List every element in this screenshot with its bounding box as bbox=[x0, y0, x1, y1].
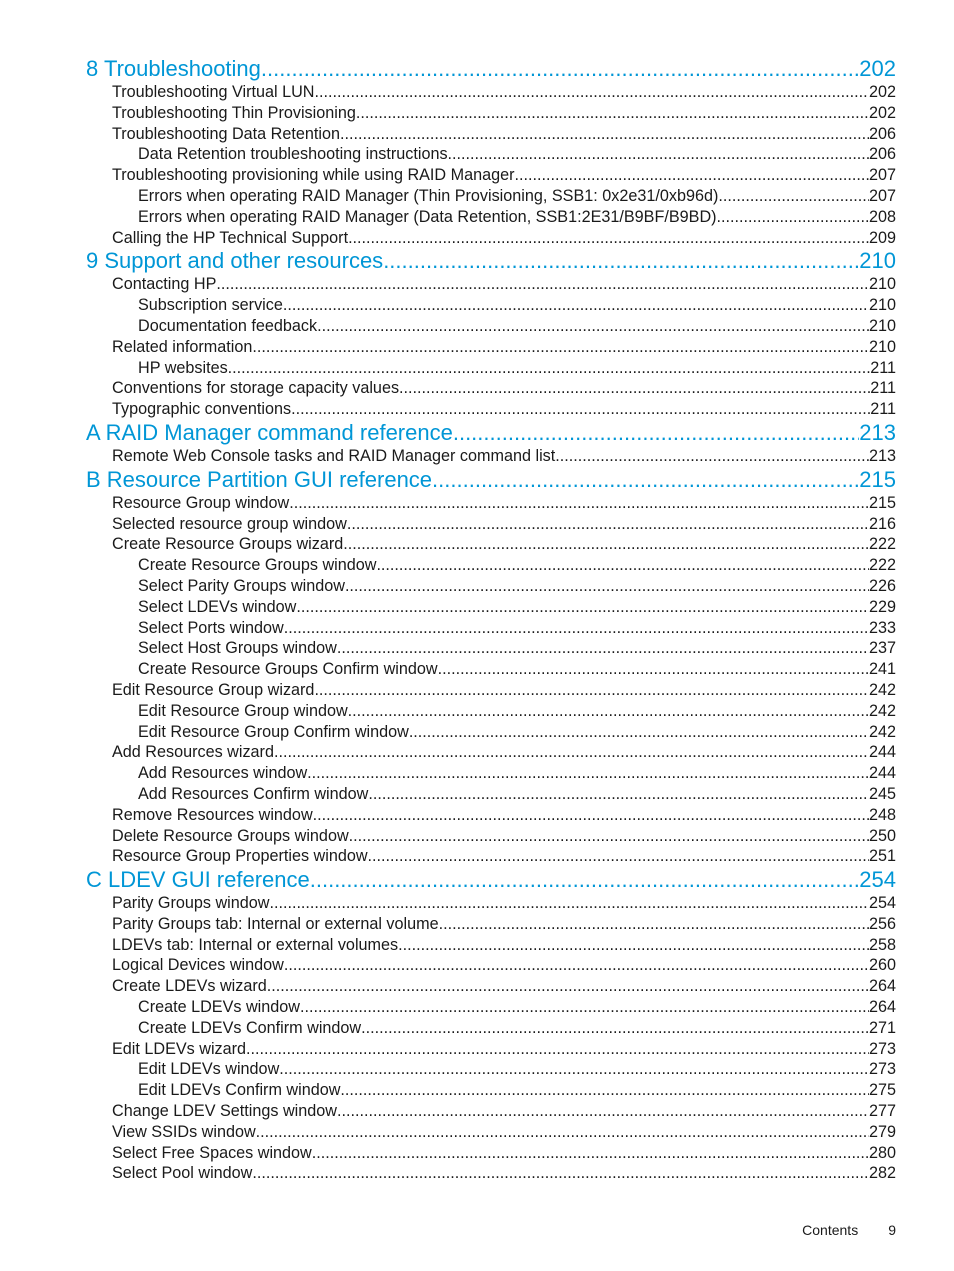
toc-entry-page: 251 bbox=[868, 847, 896, 866]
toc-subsection-entry[interactable] bbox=[86, 207, 896, 228]
toc-entry-title: C LDEV GUI reference bbox=[86, 867, 310, 893]
toc-entry-title: Contacting HP bbox=[112, 275, 217, 294]
dot-leader bbox=[409, 722, 869, 743]
toc-entry-page: 207 bbox=[868, 166, 896, 185]
toc-subsection-entry[interactable] bbox=[86, 722, 896, 743]
dot-leader bbox=[356, 103, 869, 124]
toc-subsection-entry[interactable] bbox=[86, 997, 896, 1018]
toc-chapter-entry[interactable] bbox=[86, 56, 896, 82]
toc-subsection-entry[interactable] bbox=[86, 358, 896, 379]
toc-entry-page: 242 bbox=[868, 680, 896, 699]
toc-entry-title: Edit LDEVs Confirm window bbox=[138, 1081, 341, 1100]
dot-leader bbox=[284, 618, 869, 639]
toc-entry-title: Resource Group Properties window bbox=[112, 847, 368, 866]
toc-entry-title: Troubleshooting Virtual LUN bbox=[112, 83, 315, 101]
toc-entry-title: Delete Resource Groups window bbox=[112, 826, 349, 845]
dot-leader bbox=[312, 1143, 869, 1164]
dot-leader bbox=[246, 1039, 869, 1060]
dot-leader bbox=[383, 248, 859, 274]
dot-leader bbox=[515, 165, 869, 186]
toc-entry-title: Add Resources wizard bbox=[112, 743, 274, 762]
toc-entry-title: Edit LDEVs wizard bbox=[112, 1039, 247, 1058]
toc-entry-page: 242 bbox=[868, 722, 896, 741]
dot-leader bbox=[291, 399, 870, 420]
toc-subsection-entry[interactable] bbox=[86, 144, 896, 165]
toc-entry-page: 282 bbox=[868, 1164, 896, 1183]
dot-leader bbox=[317, 316, 869, 337]
toc-entry-title: Documentation feedback bbox=[138, 316, 318, 335]
toc-entry-title: Edit Resource Group wizard bbox=[112, 680, 315, 699]
toc-chapter-entry[interactable] bbox=[86, 420, 896, 446]
dot-leader bbox=[432, 467, 859, 493]
toc-entry-page: 202 bbox=[868, 103, 896, 122]
toc-subsection-entry[interactable] bbox=[86, 763, 896, 784]
toc-entry-title: Create Resource Groups window bbox=[138, 556, 377, 575]
toc-section-entry[interactable] bbox=[86, 1039, 896, 1060]
toc-chapter-entry[interactable] bbox=[86, 867, 896, 893]
dot-leader bbox=[376, 555, 869, 576]
dot-leader bbox=[216, 274, 869, 295]
toc-entry-title: Select Parity Groups window bbox=[138, 576, 345, 595]
toc-section-entry[interactable] bbox=[86, 805, 896, 826]
toc-entry-title: Parity Groups tab: Internal or external volume bbox=[112, 914, 439, 933]
toc-entry-title: Data Retention troubleshooting instructions bbox=[138, 145, 448, 164]
footer-section-label: Contents bbox=[802, 1222, 859, 1238]
dot-leader bbox=[296, 597, 869, 618]
dot-leader bbox=[448, 144, 869, 165]
dot-leader bbox=[340, 1080, 869, 1101]
toc-entry-page: 273 bbox=[868, 1039, 896, 1058]
toc-entry-title: 8 Troubleshooting bbox=[86, 56, 261, 81]
toc-entry-page: 254 bbox=[868, 894, 896, 913]
toc-entry-title: Edit Resource Group window bbox=[138, 701, 348, 720]
toc-entry-page: 209 bbox=[868, 228, 896, 247]
toc-entry-page: 229 bbox=[868, 597, 896, 616]
toc-entry-title: Selected resource group window bbox=[112, 514, 347, 533]
dot-leader bbox=[398, 935, 869, 956]
toc-entry-title: B Resource Partition GUI reference bbox=[86, 466, 433, 492]
toc-entry-title: 9 Support and other resources bbox=[86, 248, 384, 274]
toc-section-entry[interactable] bbox=[86, 680, 896, 701]
toc-subsection-entry[interactable] bbox=[86, 597, 896, 618]
toc-section-entry[interactable] bbox=[86, 103, 896, 124]
toc-entry-page: 206 bbox=[868, 124, 896, 143]
toc-subsection-entry[interactable] bbox=[86, 186, 896, 207]
toc-section-entry[interactable] bbox=[86, 742, 896, 763]
dot-leader bbox=[399, 378, 870, 399]
dot-leader bbox=[310, 867, 860, 893]
toc-section-entry[interactable] bbox=[86, 165, 896, 186]
toc-subsection-entry[interactable] bbox=[86, 1059, 896, 1080]
toc-entry-title: A RAID Manager command reference bbox=[86, 419, 453, 445]
toc-entry-title: Parity Groups window bbox=[112, 894, 270, 913]
toc-entry-title: Remove Resources window bbox=[112, 805, 313, 824]
toc-entry-page: 273 bbox=[868, 1060, 896, 1079]
toc-chapter-entry[interactable] bbox=[86, 248, 896, 274]
toc-entry-page: 206 bbox=[868, 145, 896, 164]
dot-leader bbox=[361, 1018, 869, 1039]
toc-subsection-entry[interactable] bbox=[86, 316, 896, 337]
toc-entry-page: 260 bbox=[868, 956, 896, 975]
dot-leader bbox=[343, 534, 869, 555]
toc-section-entry[interactable] bbox=[86, 124, 896, 145]
dot-leader bbox=[555, 446, 869, 467]
toc-entry-title: Remote Web Console tasks and RAID Manager command list bbox=[112, 446, 556, 465]
toc-entry-title: Add Resources window bbox=[138, 764, 308, 783]
toc-entry-page: 271 bbox=[868, 1018, 896, 1037]
toc-section-entry[interactable] bbox=[86, 955, 896, 976]
dot-leader bbox=[279, 1059, 869, 1080]
dot-leader bbox=[337, 638, 869, 659]
toc-entry-page: 202 bbox=[868, 83, 896, 101]
toc-entry-title: Select Ports window bbox=[138, 618, 284, 637]
page-footer bbox=[802, 1222, 896, 1238]
toc-entry-title: Select Host Groups window bbox=[138, 639, 337, 658]
toc-entry-page: 210 bbox=[859, 248, 896, 274]
toc-entry-title: Add Resources Confirm window bbox=[138, 784, 369, 803]
dot-leader bbox=[274, 742, 869, 763]
toc-entry-page: 242 bbox=[868, 701, 896, 720]
toc-subsection-entry[interactable] bbox=[86, 659, 896, 680]
dot-leader bbox=[284, 955, 869, 976]
dot-leader bbox=[453, 420, 859, 446]
toc-subsection-entry[interactable] bbox=[86, 576, 896, 597]
toc-entry-page: 256 bbox=[868, 914, 896, 933]
toc-entry-page: 275 bbox=[868, 1081, 896, 1100]
toc-entry-title: Change LDEV Settings window bbox=[112, 1102, 337, 1121]
dot-leader bbox=[228, 358, 871, 379]
toc-entry-title: Edit Resource Group Confirm window bbox=[138, 722, 409, 741]
toc-section-entry[interactable] bbox=[86, 337, 896, 358]
toc-section-entry[interactable] bbox=[86, 893, 896, 914]
toc-entry-title: Calling the HP Technical Support bbox=[112, 228, 349, 247]
toc-section-entry[interactable] bbox=[86, 826, 896, 847]
toc-entry-page: 258 bbox=[868, 935, 896, 954]
toc-section-entry[interactable] bbox=[86, 399, 896, 420]
dot-leader bbox=[340, 124, 869, 145]
toc-entry-title: Errors when operating RAID Manager (Data Retention, SSB1:2E31/B9BF/B9BD) bbox=[138, 207, 717, 226]
toc-section-entry[interactable] bbox=[86, 493, 896, 514]
toc-section-entry[interactable] bbox=[86, 1122, 896, 1143]
dot-leader bbox=[267, 976, 869, 997]
toc-entry-title: Logical Devices window bbox=[112, 956, 284, 975]
toc-entry-title: Edit LDEVs window bbox=[138, 1060, 280, 1079]
toc-entry-title: Resource Group window bbox=[112, 493, 290, 512]
toc-section-entry[interactable] bbox=[86, 82, 896, 103]
toc-entry-page: 211 bbox=[870, 358, 896, 377]
toc-section-entry[interactable] bbox=[86, 1163, 896, 1184]
toc-entry-page: 226 bbox=[868, 576, 896, 595]
toc-entry-page: 210 bbox=[868, 296, 896, 315]
dot-leader bbox=[348, 228, 869, 249]
dot-leader bbox=[269, 893, 869, 914]
toc-entry-title: Related information bbox=[112, 337, 253, 356]
toc-entry-page: 244 bbox=[868, 743, 896, 762]
toc-entry-title: Conventions for storage capacity values bbox=[112, 379, 400, 398]
toc-entry-page: 222 bbox=[868, 556, 896, 575]
dot-leader bbox=[345, 576, 869, 597]
toc-subsection-entry[interactable] bbox=[86, 295, 896, 316]
dot-leader bbox=[256, 1122, 869, 1143]
toc-entry-page: 211 bbox=[870, 400, 896, 419]
toc-section-entry[interactable] bbox=[86, 935, 896, 956]
dot-leader bbox=[300, 997, 869, 1018]
toc-entry-title: Create Resource Groups wizard bbox=[112, 535, 344, 554]
dot-leader bbox=[313, 805, 869, 826]
toc-entry-page: 277 bbox=[868, 1102, 896, 1121]
footer-page-number: 9 bbox=[888, 1222, 896, 1238]
toc-entry-title: HP websites bbox=[138, 358, 228, 377]
toc-entry-page: 241 bbox=[868, 660, 896, 679]
dot-leader bbox=[337, 1101, 869, 1122]
toc-section-entry[interactable] bbox=[86, 1143, 896, 1164]
dot-leader bbox=[307, 763, 869, 784]
toc-entry-page: 222 bbox=[868, 535, 896, 554]
toc-entry-page: 210 bbox=[868, 316, 896, 335]
toc-entry-page: 254 bbox=[859, 867, 896, 893]
toc-entry-title: Select Free Spaces window bbox=[112, 1143, 312, 1162]
toc-entry-title: Troubleshooting Data Retention bbox=[112, 124, 340, 143]
toc-entry-page: 248 bbox=[868, 805, 896, 824]
dot-leader bbox=[283, 295, 869, 316]
toc-entry-page: 244 bbox=[868, 764, 896, 783]
dot-leader bbox=[718, 186, 869, 207]
toc-entry-page: 264 bbox=[868, 998, 896, 1017]
toc-entry-page: 215 bbox=[859, 466, 896, 492]
toc-section-entry[interactable] bbox=[86, 914, 896, 935]
toc-section-entry[interactable] bbox=[86, 846, 896, 867]
toc-subsection-entry[interactable] bbox=[86, 618, 896, 639]
toc-entry-page: 237 bbox=[868, 639, 896, 658]
dot-leader bbox=[261, 56, 859, 82]
dot-leader bbox=[252, 337, 869, 358]
dot-leader bbox=[717, 207, 869, 228]
dot-leader bbox=[252, 1163, 869, 1184]
toc-entry-page: 210 bbox=[868, 275, 896, 294]
dot-leader bbox=[439, 914, 869, 935]
toc-entry-title: Create LDEVs Confirm window bbox=[138, 1018, 362, 1037]
toc-entry-page: 215 bbox=[868, 493, 896, 512]
toc-entry-title: Errors when operating RAID Manager (Thin Provisioning, SSB1: 0x2e31/0xb96d) bbox=[138, 186, 719, 205]
toc-entry-title: Troubleshooting Thin Provisioning bbox=[112, 103, 356, 122]
toc-section-entry[interactable] bbox=[86, 378, 896, 399]
toc-entry-title: Typographic conventions bbox=[112, 400, 292, 419]
table-of-contents bbox=[86, 56, 896, 1184]
toc-entry-page: 264 bbox=[868, 977, 896, 996]
toc-entry-page: 233 bbox=[868, 618, 896, 637]
toc-entry-page: 250 bbox=[868, 826, 896, 845]
toc-entry-page: 211 bbox=[870, 379, 896, 398]
toc-entry-title: Create LDEVs window bbox=[138, 998, 300, 1017]
dot-leader bbox=[348, 701, 869, 722]
dot-leader bbox=[349, 826, 869, 847]
toc-subsection-entry[interactable] bbox=[86, 701, 896, 722]
dot-leader bbox=[368, 846, 869, 867]
toc-entry-page: 216 bbox=[868, 514, 896, 533]
toc-entry-page: 208 bbox=[868, 207, 896, 226]
toc-entry-title: LDEVs tab: Internal or external volumes bbox=[112, 935, 399, 954]
toc-section-entry[interactable] bbox=[86, 446, 896, 467]
dot-leader bbox=[289, 493, 869, 514]
toc-entry-page: 207 bbox=[868, 186, 896, 205]
dot-leader bbox=[347, 514, 869, 535]
dot-leader bbox=[314, 82, 869, 103]
toc-subsection-entry[interactable] bbox=[86, 638, 896, 659]
toc-entry-page: 213 bbox=[868, 446, 896, 465]
dot-leader bbox=[438, 659, 869, 680]
toc-section-entry[interactable] bbox=[86, 976, 896, 997]
toc-subsection-entry[interactable] bbox=[86, 1080, 896, 1101]
toc-section-entry[interactable] bbox=[86, 274, 896, 295]
toc-section-entry[interactable] bbox=[86, 514, 896, 535]
dot-leader bbox=[314, 680, 869, 701]
toc-entry-page: 202 bbox=[859, 56, 896, 81]
toc-entry-title: Troubleshooting provisioning while using RAID Manager bbox=[112, 166, 515, 185]
toc-entry-title: Select Pool window bbox=[112, 1164, 253, 1183]
toc-entry-page: 210 bbox=[868, 337, 896, 356]
dot-leader bbox=[368, 784, 869, 805]
toc-entry-title: Subscription service bbox=[138, 296, 283, 315]
toc-entry-title: Select LDEVs window bbox=[138, 597, 297, 616]
toc-section-entry[interactable] bbox=[86, 1101, 896, 1122]
toc-section-entry[interactable] bbox=[86, 534, 896, 555]
toc-chapter-entry[interactable] bbox=[86, 467, 896, 493]
toc-entry-page: 280 bbox=[868, 1143, 896, 1162]
toc-section-entry[interactable] bbox=[86, 228, 896, 249]
toc-subsection-entry[interactable] bbox=[86, 1018, 896, 1039]
toc-subsection-entry[interactable] bbox=[86, 784, 896, 805]
toc-entry-title: Create LDEVs wizard bbox=[112, 977, 267, 996]
toc-subsection-entry[interactable] bbox=[86, 555, 896, 576]
toc-entry-title: Create Resource Groups Confirm window bbox=[138, 660, 438, 679]
toc-entry-page: 279 bbox=[868, 1122, 896, 1141]
toc-entry-page: 245 bbox=[868, 784, 896, 803]
toc-entry-title: View SSIDs window bbox=[112, 1122, 256, 1141]
toc-entry-page: 213 bbox=[859, 419, 896, 445]
